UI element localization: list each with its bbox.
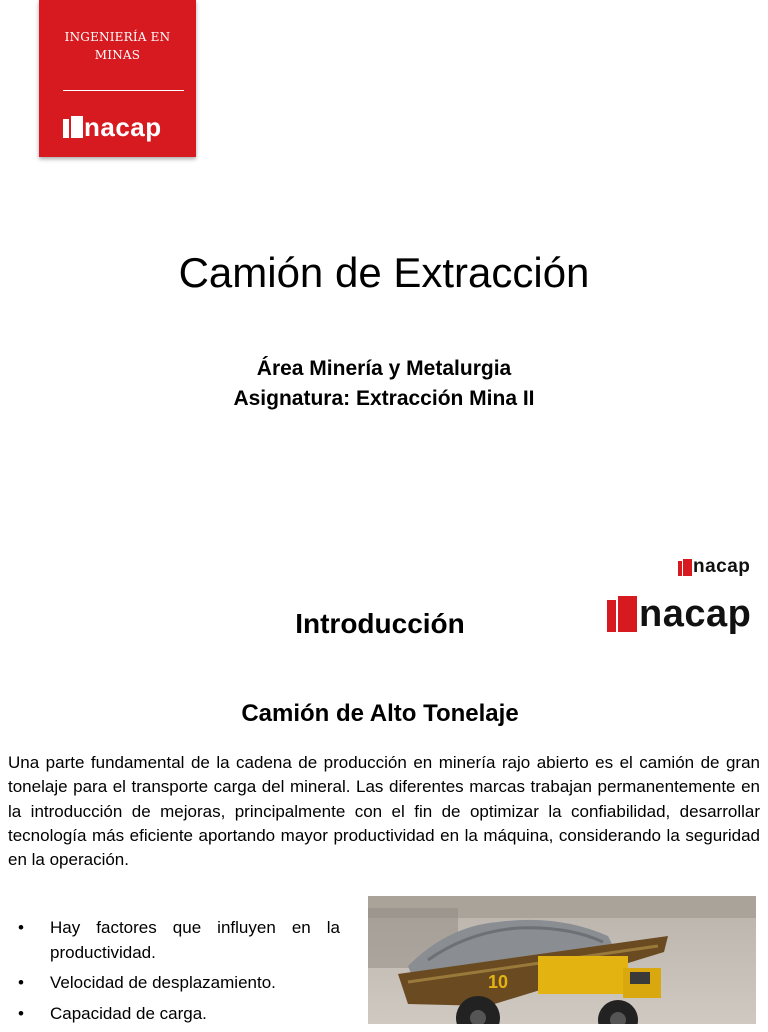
truck-number: 10 <box>488 972 509 992</box>
header-badge <box>39 0 196 157</box>
intro-heading: Introducción <box>295 608 465 639</box>
factor-list <box>18 916 340 1032</box>
badge-label: INGENIERÍA EN MINAS <box>64 30 171 62</box>
list-item-text: Velocidad de desplazamiento. <box>50 973 276 992</box>
bullet-icon: • <box>18 1003 24 1023</box>
inacap-logo-small <box>678 556 750 578</box>
inacap-logo-mark-icon <box>63 116 83 138</box>
section-heading: Camión de Alto Tonelaje <box>241 700 519 727</box>
bullet-icon: • <box>18 973 24 992</box>
haul-truck-photo <box>368 896 756 1024</box>
list-item <box>18 971 340 996</box>
inacap-logo-large-text: nacap <box>639 592 752 635</box>
inacap-logo-small-text: nacap <box>693 556 751 577</box>
inacap-logo-mark-icon <box>678 559 692 576</box>
bullet-icon: • <box>18 918 24 937</box>
list-item-text: Capacidad de carga. <box>50 1003 207 1023</box>
subtitle-area: Área Minería y Metalurgia <box>256 357 512 380</box>
page-title: Camión de Extracción <box>178 249 590 296</box>
badge-logo-text: nacap <box>84 111 162 142</box>
list-item <box>18 1002 340 1027</box>
haul-truck-image <box>368 896 756 1024</box>
subtitle-course: Asignatura: Extracción Mina II <box>233 387 535 410</box>
list-item <box>18 916 340 965</box>
intro-paragraph: Una parte fundamental de la cadena de producción en minería rajo abierto es el camión de gran tonelaje para el transporte carga del mineral. Las diferentes marcas trabajan permanentemente en la introducción de mejoras, principalmente con el fin de optimizar la confiabilidad, desarrollar tecnología más eficiente aportando mayor productividad en la máquina, considerando la seguridad en la operación. <box>8 753 760 870</box>
list-item-text: Hay factores que influyen en la productividad. <box>50 918 340 962</box>
badge-divider <box>63 90 184 91</box>
badge-logo <box>63 110 162 144</box>
